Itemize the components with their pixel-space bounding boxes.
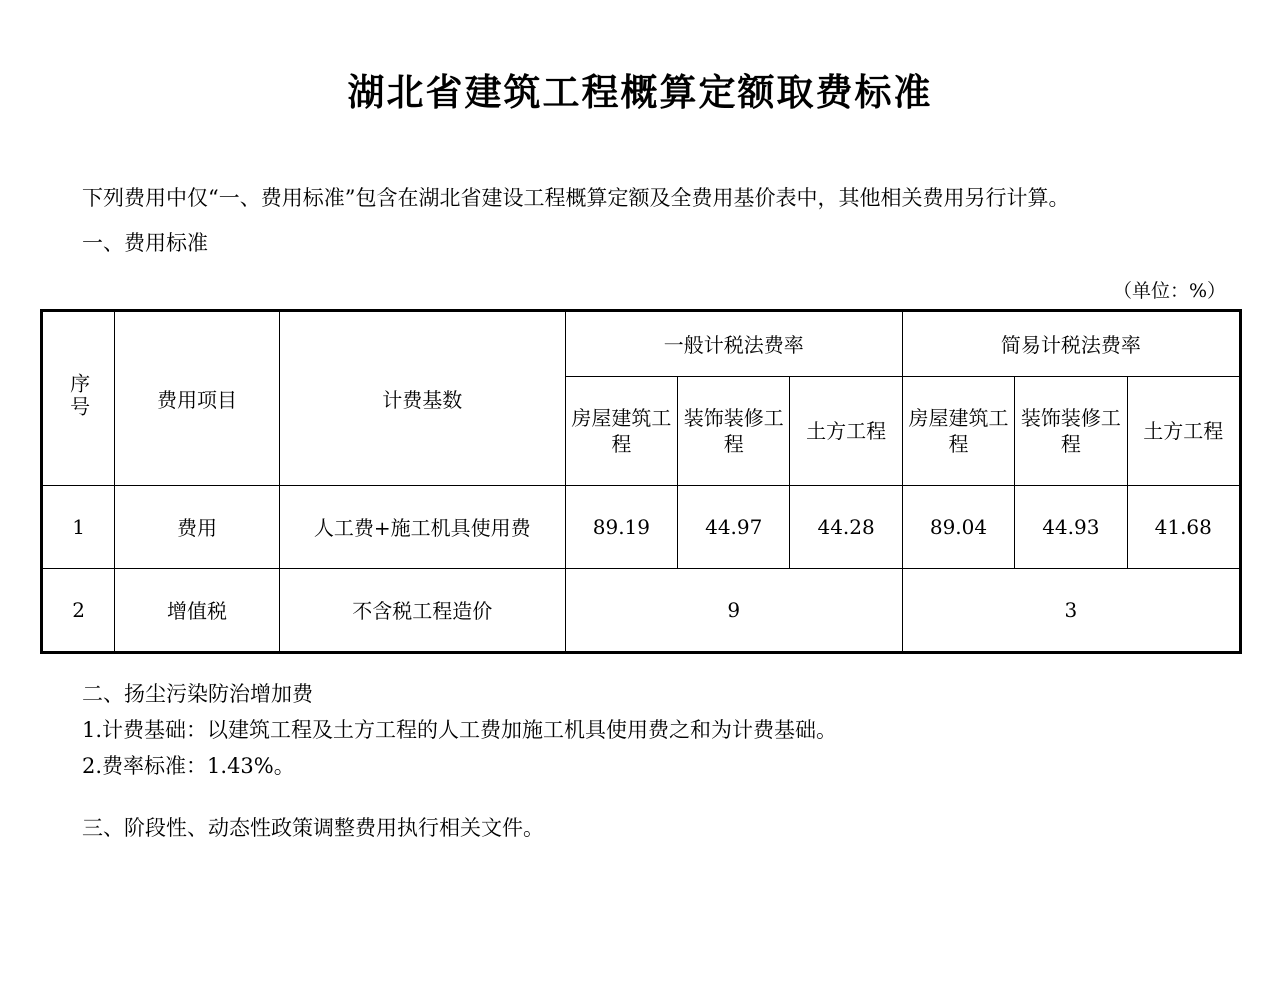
cell-no: 2 xyxy=(43,568,115,651)
cell-item: 增值税 xyxy=(115,568,280,651)
fee-standard-table xyxy=(42,311,1240,652)
tail-sections xyxy=(40,676,1240,846)
fee-table-frame xyxy=(40,309,1242,654)
section-one-heading: 一、费用标准 xyxy=(82,230,208,255)
section-two-line-2: 2.费率标准：1.43%。 xyxy=(82,753,295,778)
header-group-general: 一般计税法费率 xyxy=(565,311,902,376)
cell-general-decoration: 44.97 xyxy=(678,485,790,568)
document-page xyxy=(0,62,1280,986)
cell-simple-merged: 3 xyxy=(902,568,1239,651)
cell-general-earthwork: 44.28 xyxy=(790,485,902,568)
header-general-decoration: 装饰装修工程 xyxy=(678,376,790,485)
spacer xyxy=(40,784,1240,810)
section-three-heading: 三、阶段性、动态性政策调整费用执行相关文件。 xyxy=(82,815,544,840)
cell-item: 费用 xyxy=(115,485,280,568)
header-group-simple: 简易计税法费率 xyxy=(902,311,1239,376)
section-two-line-1: 1.计费基础：以建筑工程及土方工程的人工费加施工机具使用费之和为计费基础。 xyxy=(82,717,838,742)
cell-base: 人工费+施工机具使用费 xyxy=(279,485,565,568)
cell-simple-decoration: 44.93 xyxy=(1015,485,1127,568)
intro-paragraph: 下列费用中仅“一、费用标准”包含在湖北省建设工程概算定额及全费用基价表中，其他相关费用另行计算。 xyxy=(82,186,1070,210)
cell-base: 不含税工程造价 xyxy=(279,568,565,651)
section-two-heading: 二、扬尘污染防治增加费 xyxy=(82,681,313,706)
table-row xyxy=(43,568,1240,651)
cell-simple-earthwork: 41.68 xyxy=(1127,485,1239,568)
header-base: 计费基数 xyxy=(279,311,565,485)
cell-simple-building: 89.04 xyxy=(902,485,1014,568)
header-general-earthwork: 土方工程 xyxy=(790,376,902,485)
header-simple-building: 房屋建筑工程 xyxy=(902,376,1014,485)
header-general-building: 房屋建筑工程 xyxy=(565,376,677,485)
unit-note: （单位：%） xyxy=(1112,279,1226,302)
table-header-row-1 xyxy=(43,311,1240,376)
header-simple-decoration: 装饰装修工程 xyxy=(1015,376,1127,485)
cell-general-building: 89.19 xyxy=(565,485,677,568)
header-simple-earthwork: 土方工程 xyxy=(1127,376,1239,485)
page-title: 湖北省建筑工程概算定额取费标准 xyxy=(347,71,933,114)
header-item: 费用项目 xyxy=(115,311,280,485)
table-row xyxy=(43,485,1240,568)
cell-no: 1 xyxy=(43,485,115,568)
cell-general-merged: 9 xyxy=(565,568,902,651)
header-no: 序号 xyxy=(43,311,115,485)
